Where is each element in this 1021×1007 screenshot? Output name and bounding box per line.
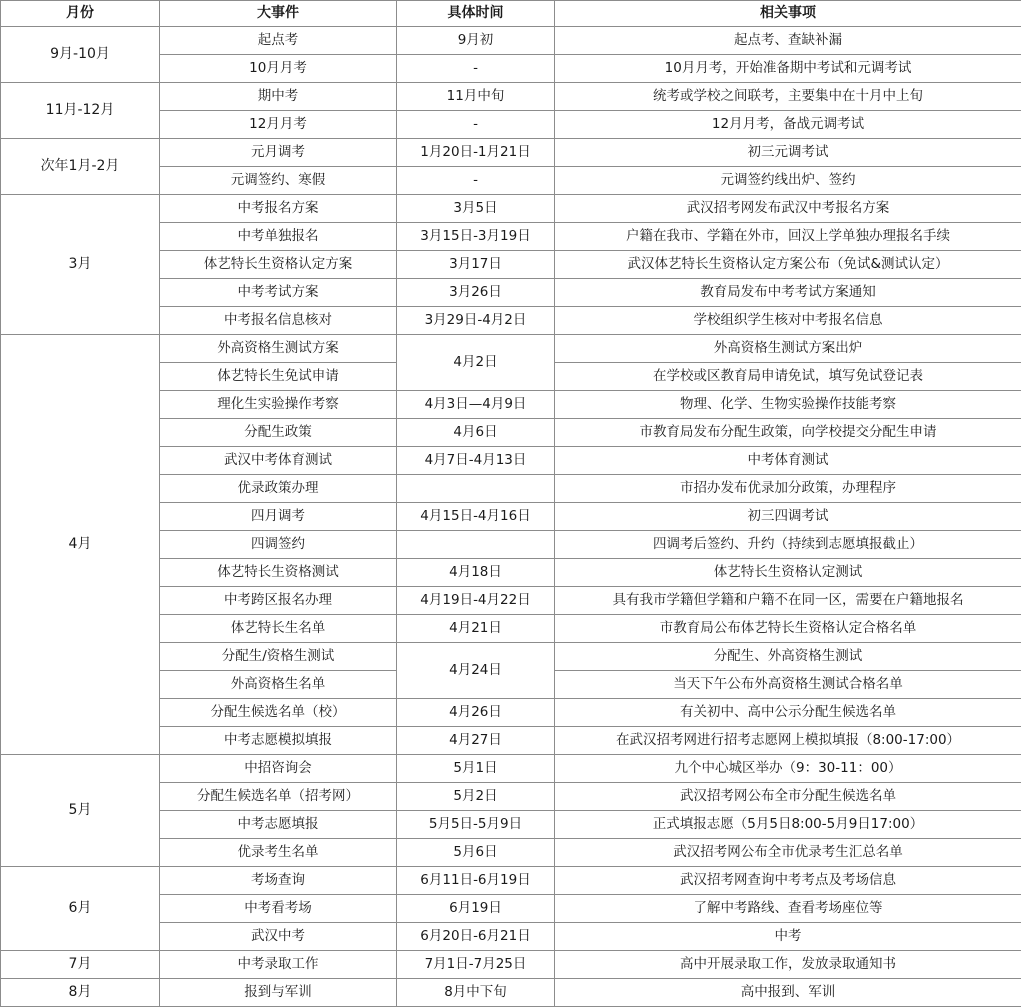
month-cell: 11月-12月 [1, 83, 160, 139]
event-cell: 外高资格生测试方案 [160, 335, 397, 363]
table-body [1, 27, 1021, 1007]
time-cell: 7月1日-7月25日 [397, 951, 555, 979]
detail-cell: 九个中心城区举办（9：30-11：00） [555, 755, 1021, 783]
detail-cell: 正式填报志愿（5月5日8:00-5月9日17:00） [555, 811, 1021, 839]
time-cell: 4月15日-4月16日 [397, 503, 555, 531]
event-cell: 中考报名信息核对 [160, 307, 397, 335]
detail-cell: 教育局发布中考考试方案通知 [555, 279, 1021, 307]
month-cell: 9月-10月 [1, 27, 160, 83]
event-cell: 体艺特长生资格测试 [160, 559, 397, 587]
detail-cell: 武汉体艺特长生资格认定方案公布（免试&测试认定） [555, 251, 1021, 279]
event-cell: 中考跨区报名办理 [160, 587, 397, 615]
event-cell: 期中考 [160, 83, 397, 111]
time-cell: 6月11日-6月19日 [397, 867, 555, 895]
table-row [1, 83, 1021, 111]
event-cell: 中考录取工作 [160, 951, 397, 979]
detail-cell: 分配生、外高资格生测试 [555, 643, 1021, 671]
time-cell [397, 531, 555, 559]
time-cell: 4月7日-4月13日 [397, 447, 555, 475]
table-row [1, 335, 1021, 363]
detail-cell: 武汉招考网查询中考考点及考场信息 [555, 867, 1021, 895]
time-cell: 4月18日 [397, 559, 555, 587]
event-cell: 起点考 [160, 27, 397, 55]
month-cell: 5月 [1, 755, 160, 867]
table-row [1, 27, 1021, 55]
detail-cell: 体艺特长生资格认定测试 [555, 559, 1021, 587]
time-cell [397, 475, 555, 503]
detail-cell: 元调签约线出炉、签约 [555, 167, 1021, 195]
detail-cell: 在武汉招考网进行招考志愿网上模拟填报（8:00-17:00） [555, 727, 1021, 755]
detail-cell: 市教育局发布分配生政策，向学校提交分配生申请 [555, 419, 1021, 447]
table-row [1, 139, 1021, 167]
header-time: 具体时间 [397, 1, 555, 27]
time-cell: 3月29日-4月2日 [397, 307, 555, 335]
event-cell: 四月调考 [160, 503, 397, 531]
time-cell: 3月15日-3月19日 [397, 223, 555, 251]
time-cell: - [397, 55, 555, 83]
time-cell: 1月20日-1月21日 [397, 139, 555, 167]
time-cell: 4月26日 [397, 699, 555, 727]
time-cell: 4月21日 [397, 615, 555, 643]
month-cell: 7月 [1, 951, 160, 979]
detail-cell: 具有我市学籍但学籍和户籍不在同一区，需要在户籍地报名 [555, 587, 1021, 615]
detail-cell: 武汉招考网公布全市优录考生汇总名单 [555, 839, 1021, 867]
event-cell: 中考单独报名 [160, 223, 397, 251]
event-cell: 优录考生名单 [160, 839, 397, 867]
event-cell: 分配生/资格生测试 [160, 643, 397, 671]
header-month: 月份 [1, 1, 160, 27]
event-cell: 优录政策办理 [160, 475, 397, 503]
event-cell: 报到与军训 [160, 979, 397, 1007]
event-cell: 四调签约 [160, 531, 397, 559]
event-cell: 体艺特长生资格认定方案 [160, 251, 397, 279]
detail-cell: 起点考、查缺补漏 [555, 27, 1021, 55]
header-event: 大事件 [160, 1, 397, 27]
header-detail: 相关事项 [555, 1, 1021, 27]
time-cell: 5月1日 [397, 755, 555, 783]
detail-cell: 12月月考，备战元调考试 [555, 111, 1021, 139]
time-cell: 4月3日—4月9日 [397, 391, 555, 419]
event-cell: 分配生候选名单（校） [160, 699, 397, 727]
time-cell: 9月初 [397, 27, 555, 55]
detail-cell: 四调考后签约、升约（持续到志愿填报截止） [555, 531, 1021, 559]
detail-cell: 武汉招考网发布武汉中考报名方案 [555, 195, 1021, 223]
header-row [1, 1, 1021, 27]
time-cell: 4月27日 [397, 727, 555, 755]
event-cell: 分配生候选名单（招考网） [160, 783, 397, 811]
time-cell: 3月17日 [397, 251, 555, 279]
detail-cell: 当天下午公布外高资格生测试合格名单 [555, 671, 1021, 699]
time-cell: 6月19日 [397, 895, 555, 923]
event-cell: 理化生实验操作考察 [160, 391, 397, 419]
event-cell: 体艺特长生名单 [160, 615, 397, 643]
time-cell: 8月中下旬 [397, 979, 555, 1007]
table-row [1, 979, 1021, 1007]
time-cell: 4月19日-4月22日 [397, 587, 555, 615]
month-cell: 6月 [1, 867, 160, 951]
detail-cell: 中考体育测试 [555, 447, 1021, 475]
event-cell: 外高资格生名单 [160, 671, 397, 699]
time-cell: 11月中旬 [397, 83, 555, 111]
month-cell: 4月 [1, 335, 160, 755]
detail-cell: 统考或学校之间联考，主要集中在十月中上旬 [555, 83, 1021, 111]
time-cell: 4月24日 [397, 643, 555, 699]
event-cell: 中招咨询会 [160, 755, 397, 783]
event-cell: 10月月考 [160, 55, 397, 83]
event-cell: 中考考试方案 [160, 279, 397, 307]
event-cell: 分配生政策 [160, 419, 397, 447]
time-cell: 5月5日-5月9日 [397, 811, 555, 839]
detail-cell: 市招办发布优录加分政策，办理程序 [555, 475, 1021, 503]
event-cell: 考场查询 [160, 867, 397, 895]
detail-cell: 武汉招考网公布全市分配生候选名单 [555, 783, 1021, 811]
time-cell: 3月5日 [397, 195, 555, 223]
detail-cell: 物理、化学、生物实验操作技能考察 [555, 391, 1021, 419]
month-cell: 次年1月-2月 [1, 139, 160, 195]
month-cell: 8月 [1, 979, 160, 1007]
event-cell: 武汉中考 [160, 923, 397, 951]
detail-cell: 初三元调考试 [555, 139, 1021, 167]
detail-cell: 高中开展录取工作，发放录取通知书 [555, 951, 1021, 979]
detail-cell: 高中报到、军训 [555, 979, 1021, 1007]
table-row [1, 755, 1021, 783]
time-cell: 6月20日-6月21日 [397, 923, 555, 951]
event-cell: 武汉中考体育测试 [160, 447, 397, 475]
time-cell: 3月26日 [397, 279, 555, 307]
detail-cell: 10月月考，开始准备期中考试和元调考试 [555, 55, 1021, 83]
event-cell: 中考志愿模拟填报 [160, 727, 397, 755]
event-cell: 中考志愿填报 [160, 811, 397, 839]
detail-cell: 初三四调考试 [555, 503, 1021, 531]
event-cell: 12月月考 [160, 111, 397, 139]
time-cell: - [397, 167, 555, 195]
table-row [1, 195, 1021, 223]
detail-cell: 在学校或区教育局申请免试，填写免试登记表 [555, 363, 1021, 391]
detail-cell: 学校组织学生核对中考报名信息 [555, 307, 1021, 335]
event-cell: 体艺特长生免试申请 [160, 363, 397, 391]
detail-cell: 中考 [555, 923, 1021, 951]
time-cell: - [397, 111, 555, 139]
event-cell: 中考报名方案 [160, 195, 397, 223]
detail-cell: 市教育局公布体艺特长生资格认定合格名单 [555, 615, 1021, 643]
detail-cell: 了解中考路线、查看考场座位等 [555, 895, 1021, 923]
table-row [1, 951, 1021, 979]
time-cell: 5月2日 [397, 783, 555, 811]
detail-cell: 外高资格生测试方案出炉 [555, 335, 1021, 363]
detail-cell: 户籍在我市、学籍在外市，回汉上学单独办理报名手续 [555, 223, 1021, 251]
detail-cell: 有关初中、高中公示分配生候选名单 [555, 699, 1021, 727]
event-cell: 元月调考 [160, 139, 397, 167]
event-cell: 中考看考场 [160, 895, 397, 923]
time-cell: 4月6日 [397, 419, 555, 447]
time-cell: 4月2日 [397, 335, 555, 391]
event-cell: 元调签约、寒假 [160, 167, 397, 195]
time-cell: 5月6日 [397, 839, 555, 867]
month-cell: 3月 [1, 195, 160, 335]
table-row [1, 867, 1021, 895]
